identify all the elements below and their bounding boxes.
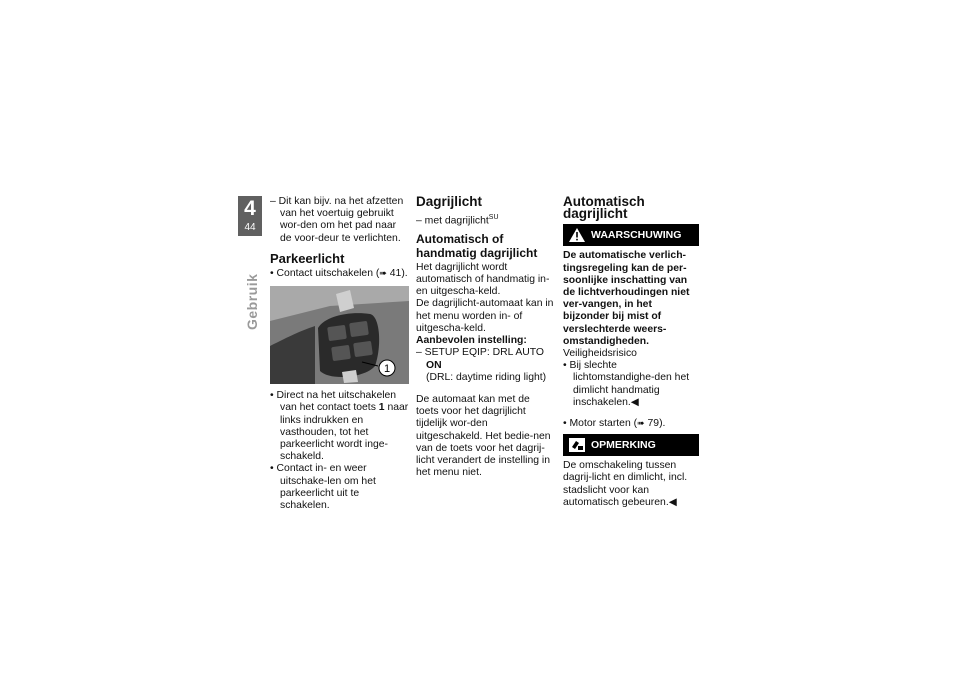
column-1 <box>270 196 410 512</box>
risk-bullet: • Bij slechte lichtomstandighe-den het dimlicht handmatig inschakelen.◀ <box>563 360 690 408</box>
warning-icon <box>563 228 591 242</box>
warning-text: De automatische verlich-tingsregeling kan de per-soonlijke inschatting van de lichtverhoudingen niet ver-vangen, in het bijzonder bij mist of verslechterde weers-omstandigheden. <box>563 250 690 347</box>
paragraph-3: De automaat kan met de toets voor het dagrijlicht tijdelijk wor-den uitgeschakeld. Het bedie-nen van de toets voor het dagrij-licht verandert de instelling in het menu niet. <box>416 393 551 479</box>
heading-dagrijlicht: Dagrijlicht <box>416 194 483 209</box>
setting-line: – SETUP EQIP: DRL AUTO ON <box>416 347 545 371</box>
bullet-start-engine: • Motor starten (➠ 79). <box>563 418 666 430</box>
bullet-contact-cycle: • Contact in- en weer uitschake-len om het parkeerlicht uit te schakelen. <box>270 463 376 512</box>
setting-description: (DRL: daytime riding light) <box>426 371 547 383</box>
switch-illustration <box>270 286 409 384</box>
intro-item: – Dit kan bijv. na het afzetten van het voertuig gebruikt wor-den om het pad naar de voor-deur te verlichten. <box>270 196 404 244</box>
note-label: OPMERKING <box>591 439 656 452</box>
handlebar-switch-photo <box>270 286 409 384</box>
callout-number: 1 <box>383 363 391 376</box>
chapter-title: Gebruik <box>244 273 260 330</box>
note-icon <box>563 438 591 452</box>
chapter-tab <box>238 196 262 236</box>
recommended-label: Aanbevolen instelling: <box>416 335 527 347</box>
warning-label: WAARSCHUWING <box>591 229 682 242</box>
heading-auto-dagrijlicht: Automatisch dagrijlicht <box>563 194 645 222</box>
paragraph-2: De dagrijlicht-automaat kan in het menu worden in- of uitgescha-keld. <box>416 298 554 334</box>
risk-label: Veiligheidsrisico <box>563 348 637 360</box>
reference-arrow-icon: ➠ <box>637 418 645 429</box>
note-banner <box>563 434 699 456</box>
end-mark-icon: ◀ <box>668 496 677 508</box>
option-line: – met dagrijlicht$^{SU}$ <box>416 214 499 227</box>
heading-parkeerlicht: Parkeerlicht <box>270 250 345 266</box>
bullet-press-button: • Direct na het uitschakelen van het contact toets 1 naar links indrukken en vasthouden, tot het parkeerlicht wordt inge-schakeld. <box>270 390 409 463</box>
subheading-auto-manual: Automatisch of handmatig dagrijlicht <box>416 231 538 260</box>
column-3 <box>563 196 699 509</box>
note-text: De omschakeling tussen dagrij-licht en dimlicht, incl. stadslicht voor kan automatisch gebeuren.◀ <box>563 460 688 508</box>
chapter-number: 4 <box>244 197 256 220</box>
paragraph-1: Het dagrijlicht wordt automatisch of handmatig in- en uitgescha-keld. <box>416 261 550 298</box>
bullet-contact-off: • Contact uitschakelen (➠ 41). <box>270 268 408 280</box>
reference-arrow-icon: ➠ <box>379 268 387 279</box>
end-mark-icon: ◀ <box>630 396 639 408</box>
warning-banner <box>563 224 699 246</box>
page-number: 44 <box>244 222 256 233</box>
column-2 <box>416 196 554 479</box>
